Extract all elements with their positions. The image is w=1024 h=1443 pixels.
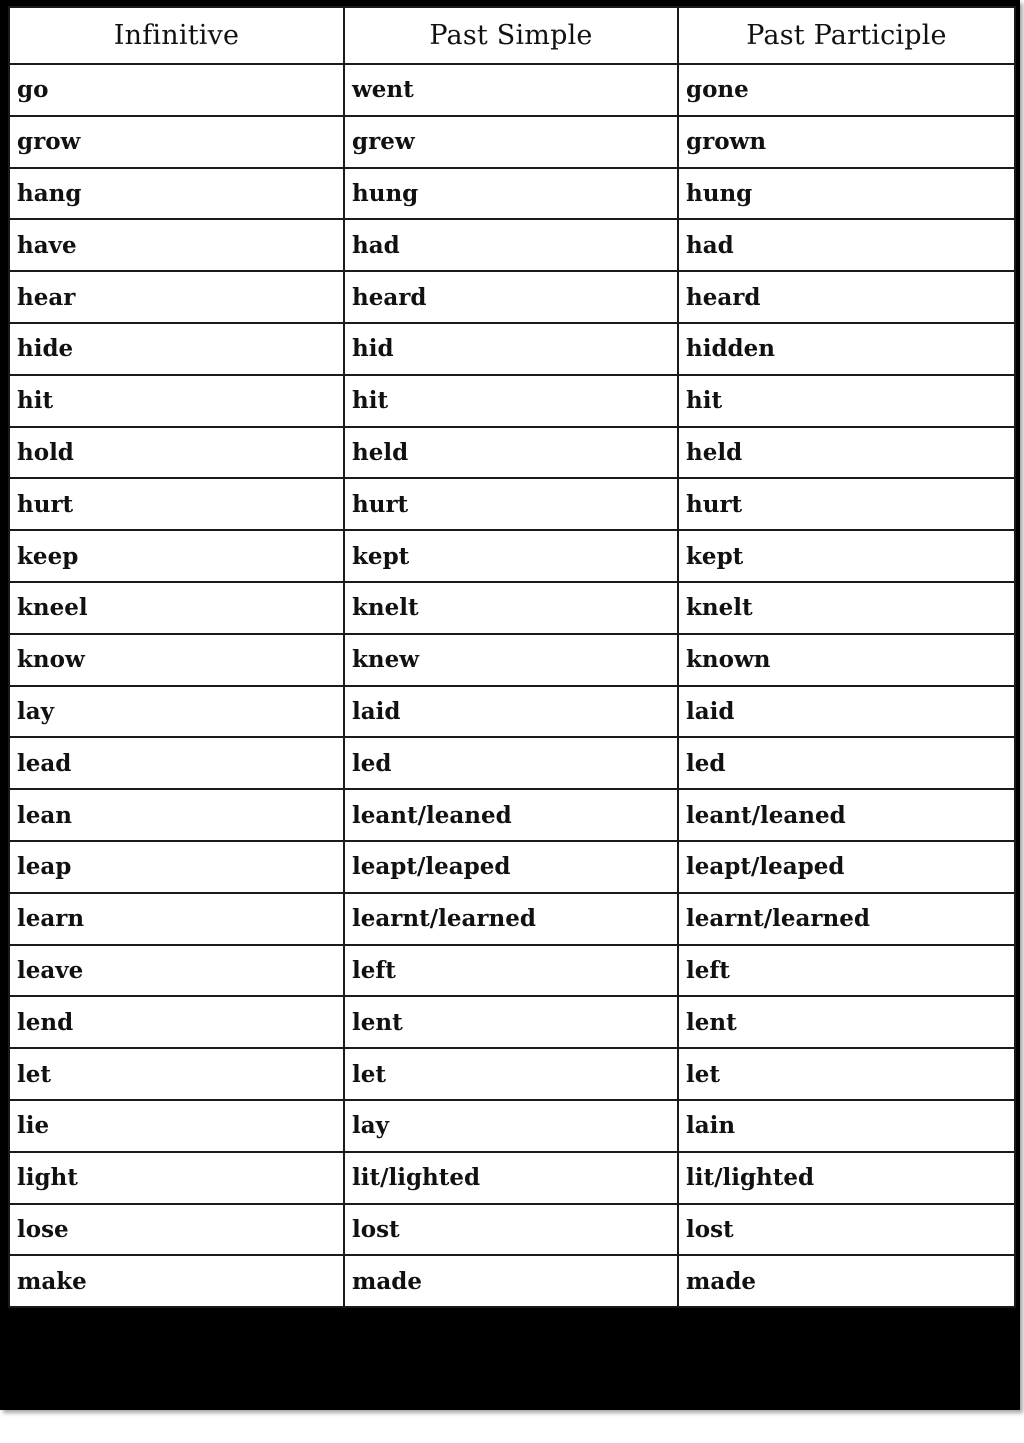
- past-simple-cell: lent: [344, 996, 678, 1048]
- past-participle-cell: hit: [678, 375, 1015, 427]
- past-participle-cell: hung: [678, 168, 1015, 220]
- past-simple-cell: hid: [344, 323, 678, 375]
- past-participle-cell: heard: [678, 271, 1015, 323]
- past-participle-cell: let: [678, 1048, 1015, 1100]
- past-simple-cell: led: [344, 737, 678, 789]
- header-past-participle: Past Participle: [678, 7, 1015, 64]
- past-simple-cell: knew: [344, 634, 678, 686]
- past-participle-cell: lost: [678, 1204, 1015, 1256]
- table-row: [9, 323, 1015, 375]
- past-simple-cell: lit/lighted: [344, 1152, 678, 1204]
- table-row: [9, 996, 1015, 1048]
- past-simple-cell: made: [344, 1255, 678, 1307]
- infinitive-cell: lay: [9, 686, 344, 738]
- past-participle-cell: left: [678, 945, 1015, 997]
- irregular-verbs-table: [8, 6, 1016, 1308]
- infinitive-cell: hit: [9, 375, 344, 427]
- table-row: [9, 427, 1015, 479]
- table-row: [9, 945, 1015, 997]
- table-row: [9, 737, 1015, 789]
- infinitive-cell: lend: [9, 996, 344, 1048]
- table-row: [9, 789, 1015, 841]
- past-simple-cell: left: [344, 945, 678, 997]
- infinitive-cell: let: [9, 1048, 344, 1100]
- past-simple-cell: hung: [344, 168, 678, 220]
- infinitive-cell: leave: [9, 945, 344, 997]
- past-simple-cell: knelt: [344, 582, 678, 634]
- past-participle-cell: leant/leaned: [678, 789, 1015, 841]
- table-body: [9, 64, 1015, 1307]
- past-simple-cell: went: [344, 64, 678, 116]
- past-simple-cell: heard: [344, 271, 678, 323]
- past-simple-cell: leapt/leaped: [344, 841, 678, 893]
- table-row: [9, 582, 1015, 634]
- past-participle-cell: kept: [678, 530, 1015, 582]
- table-row: [9, 1100, 1015, 1152]
- past-simple-cell: kept: [344, 530, 678, 582]
- table-row: [9, 634, 1015, 686]
- past-participle-cell: leapt/leaped: [678, 841, 1015, 893]
- infinitive-cell: know: [9, 634, 344, 686]
- table-row: [9, 271, 1015, 323]
- past-participle-cell: known: [678, 634, 1015, 686]
- infinitive-cell: light: [9, 1152, 344, 1204]
- header-infinitive: Infinitive: [9, 7, 344, 64]
- table-row: [9, 116, 1015, 168]
- past-simple-cell: hit: [344, 375, 678, 427]
- past-participle-cell: made: [678, 1255, 1015, 1307]
- past-simple-cell: learnt/learned: [344, 893, 678, 945]
- past-participle-cell: led: [678, 737, 1015, 789]
- past-participle-cell: grown: [678, 116, 1015, 168]
- infinitive-cell: lose: [9, 1204, 344, 1256]
- past-participle-cell: lain: [678, 1100, 1015, 1152]
- past-simple-cell: held: [344, 427, 678, 479]
- past-participle-cell: laid: [678, 686, 1015, 738]
- infinitive-cell: kneel: [9, 582, 344, 634]
- table-row: [9, 219, 1015, 271]
- table-row: [9, 1255, 1015, 1307]
- past-participle-cell: hidden: [678, 323, 1015, 375]
- past-simple-cell: lost: [344, 1204, 678, 1256]
- table-row: [9, 1204, 1015, 1256]
- infinitive-cell: hold: [9, 427, 344, 479]
- infinitive-cell: lean: [9, 789, 344, 841]
- header-row: [9, 7, 1015, 64]
- infinitive-cell: make: [9, 1255, 344, 1307]
- table-row: [9, 1152, 1015, 1204]
- table-row: [9, 375, 1015, 427]
- infinitive-cell: go: [9, 64, 344, 116]
- past-participle-cell: held: [678, 427, 1015, 479]
- infinitive-cell: lead: [9, 737, 344, 789]
- infinitive-cell: lie: [9, 1100, 344, 1152]
- table-row: [9, 478, 1015, 530]
- past-participle-cell: had: [678, 219, 1015, 271]
- infinitive-cell: hurt: [9, 478, 344, 530]
- table-row: [9, 168, 1015, 220]
- past-participle-cell: learnt/learned: [678, 893, 1015, 945]
- past-simple-cell: laid: [344, 686, 678, 738]
- table-row: [9, 686, 1015, 738]
- past-simple-cell: lay: [344, 1100, 678, 1152]
- table-row: [9, 841, 1015, 893]
- table-row: [9, 64, 1015, 116]
- past-participle-cell: gone: [678, 64, 1015, 116]
- infinitive-cell: leap: [9, 841, 344, 893]
- past-simple-cell: grew: [344, 116, 678, 168]
- table-row: [9, 1048, 1015, 1100]
- past-participle-cell: lit/lighted: [678, 1152, 1015, 1204]
- past-participle-cell: knelt: [678, 582, 1015, 634]
- infinitive-cell: hear: [9, 271, 344, 323]
- past-simple-cell: hurt: [344, 478, 678, 530]
- infinitive-cell: hang: [9, 168, 344, 220]
- infinitive-cell: have: [9, 219, 344, 271]
- past-participle-cell: hurt: [678, 478, 1015, 530]
- header-past-simple: Past Simple: [344, 7, 678, 64]
- infinitive-cell: hide: [9, 323, 344, 375]
- past-participle-cell: lent: [678, 996, 1015, 1048]
- infinitive-cell: grow: [9, 116, 344, 168]
- table-row: [9, 893, 1015, 945]
- past-simple-cell: leant/leaned: [344, 789, 678, 841]
- past-simple-cell: had: [344, 219, 678, 271]
- infinitive-cell: keep: [9, 530, 344, 582]
- infinitive-cell: learn: [9, 893, 344, 945]
- past-simple-cell: let: [344, 1048, 678, 1100]
- table-row: [9, 530, 1015, 582]
